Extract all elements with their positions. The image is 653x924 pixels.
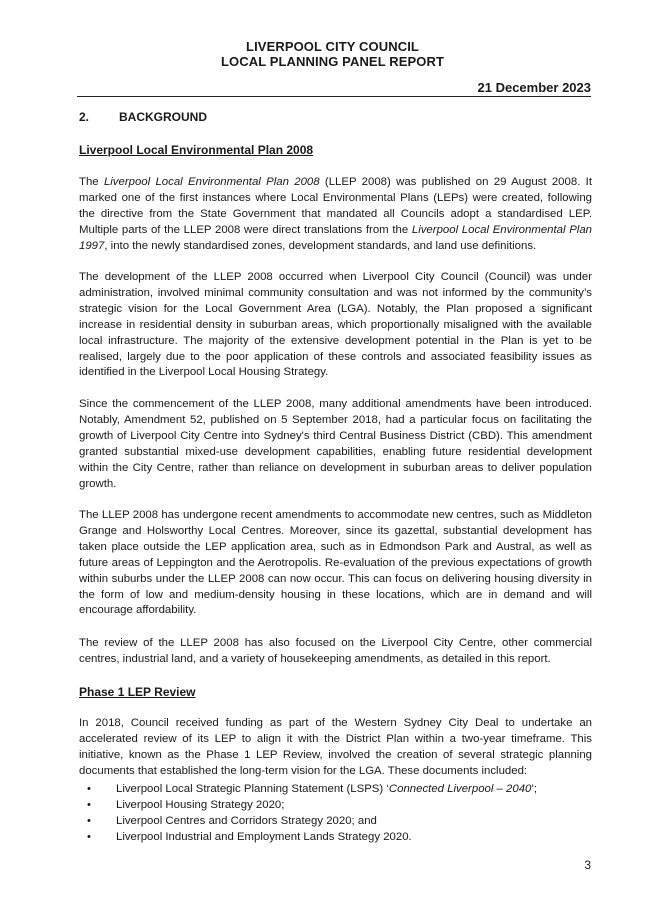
list-item xyxy=(79,782,592,798)
p1-italic-llep-1997: Liverpool Local Environmental Plan 1997 xyxy=(79,223,592,252)
paragraph-4: The LLEP 2008 has undergone recent amendments to accommodate new centres, such as Middleton Grange and Holsworthy Local Centres. Moreover, since its gazettal, substantial development has taken place outside the LEP application area, such as in Edmondson Park and Austral, as well as future areas of Leppington and the Aerotropolis. Re-evaluation of the previous expectations of growth within suburbs under the LLEP 2008 can now occur. This can focus on delivering housing diversity in the form of low and medium-density housing in these locations, which are in demand and will encourage affordability. xyxy=(79,509,592,617)
p1-italic-llep-2008: Liverpool Local Environmental Plan 2008 xyxy=(103,176,320,188)
p1-text-a: The xyxy=(79,176,104,188)
report-type: LOCAL PLANNING PANEL REPORT xyxy=(221,54,444,69)
report-header xyxy=(0,39,653,69)
bullet-text: Liverpool Centres and Corridors Strategy 2020; and xyxy=(116,814,377,827)
p1-text-c: (LLEP 2008) was published on 29 August 2008. It marked one of the first instances where Local Environmental Plans (LEPs) were created, following the directive from the State Government that mandated all Councils adopt a standardised LEP. Multiple parts of the LLEP 2008 were direct translations from the xyxy=(79,176,592,236)
section-heading xyxy=(79,110,207,124)
list-item xyxy=(79,798,592,814)
section-number: 2. xyxy=(79,110,90,124)
paragraph-1 xyxy=(79,175,592,255)
council-name: LIVERPOOL CITY COUNCIL xyxy=(246,39,419,54)
bullet-italic: Connected Liverpool – 2040 xyxy=(388,783,532,795)
bullet-text: Liverpool Industrial and Employment Lands Strategy 2020. xyxy=(116,830,412,843)
bullet-icon: • xyxy=(87,783,91,795)
report-date: 21 December 2023 xyxy=(477,80,591,95)
list-item xyxy=(79,830,592,846)
bullet-text: Liverpool Housing Strategy 2020; xyxy=(116,798,285,811)
bullet-text: Liverpool Local Strategic Planning Statement (LSPS) ‘ xyxy=(116,783,389,795)
section-title: BACKGROUND xyxy=(119,110,207,124)
paragraph-5: The review of the LLEP 2008 has also focused on the Liverpool City Centre, other commercial centres, industrial land, and a variety of housekeeping amendments, as detailed in this report. xyxy=(79,637,592,665)
bullet-icon: • xyxy=(87,830,91,843)
paragraph-6: In 2018, Council received funding as part of the Western Sydney City Deal to undertake an accelerated review of its LEP to align it with the District Plan within a two-year timeframe. This initiative, known as the Phase 1 LEP Review, involved the creation of several strategic planning documents that established the long-term vision for the LGA. These documents included: xyxy=(79,717,592,777)
paragraph-3: Since the commencement of the LLEP 2008, many additional amendments have been introduced. Notably, Amendment 52, published on 5 September 2018, had a particular focus on facilitating the growth of Liverpool City Centre into Sydney's third Central Business District (CBD). This amendment granted substantial mixed-use development capabilities, enabling future residential development within the City Centre, rather than reliance on development in suburban areas to deliver population growth. xyxy=(79,398,592,490)
header-divider xyxy=(77,96,591,97)
list-item xyxy=(79,814,592,830)
page-number: 3 xyxy=(584,858,591,872)
subheading-phase1: Phase 1 LEP Review xyxy=(79,685,196,699)
paragraph-2: The development of the LLEP 2008 occurred when Liverpool City Council (Council) was under administration, involved minimal community consultation and was not informed by the community’s strategic vision for the Local Government Area (LGA). Notably, the Plan proposed a significant increase in residential density in suburban areas, which proportionally misaligned with the available local infrastructure. The majority of the extensive development potential in the Plan is yet to be realised, largely due to the poor application of these controls and associated feasibility issues as identified in the Liverpool Local Housing Strategy. xyxy=(79,271,592,379)
p1-text-e: , into the newly standardised zones, development standards, and land use definitions. xyxy=(104,239,537,252)
bullet-icon: • xyxy=(87,798,91,811)
subheading-llep: Liverpool Local Environmental Plan 2008 xyxy=(79,143,314,157)
documents-list xyxy=(79,782,592,846)
bullet-icon: • xyxy=(87,814,91,827)
bullet-text-end: ’; xyxy=(531,783,538,795)
